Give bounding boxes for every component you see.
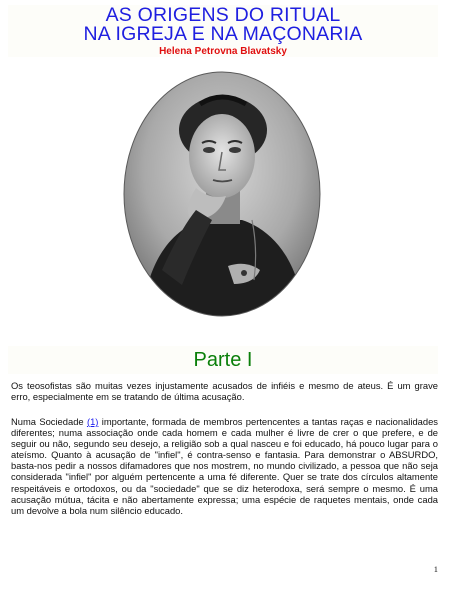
section-title: Parte I	[193, 349, 253, 371]
paragraph-2	[11, 416, 438, 516]
paragraph-1: Os teosofistas são muitas vezes injustamente acusados de infiéis e mesmo de ateus. É um grave erro, especialmente em se tratando de última acusação.	[11, 380, 438, 403]
paragraph-2-start: Numa Sociedade	[11, 416, 87, 427]
page-number: 1	[433, 564, 438, 574]
document-title	[8, 6, 438, 44]
portrait-frame	[116, 66, 328, 322]
footnote-link-1[interactable]: (1)	[86, 416, 99, 427]
author-name: Helena Petrovna Blavatsky	[159, 46, 287, 57]
title-line-1: AS ORIGENS DO RITUAL	[105, 4, 341, 26]
author-portrait	[122, 70, 322, 318]
title-line-2: NA IGREJA E NA MAÇONARIA	[83, 23, 363, 45]
paragraph-2-rest: importante, formada de membros pertencentes a tantas raças e nacionalidades diferentes; numa associação onde cada homem e cada mulher é livre de crer o que prefere, e de seguir ou não, segundo seu desejo, a religião sob a qual nasceu e foi educado, há pouco lugar para o ateísmo. Quanto à acusação de "infiel", é contra-senso e fantasia. Para demonstrar o ABSURDO, basta-nos pedir a nossos difamadores que nos mostrem, no mundo civilizado, a pessoa que não seja considerada "infiel" por alguém pertencente a uma fé diferente. Quer se trate dos círculos altamente respeitáveis e ortodoxos, ou da "sociedade" que se diz heterodoxa, será sempre o mesmo. É uma acusação mútua, tácita e não abertamente expressa; uma espécie de raquetes mentais, onde cada um devolve a bola num silêncio educado.	[11, 416, 438, 516]
